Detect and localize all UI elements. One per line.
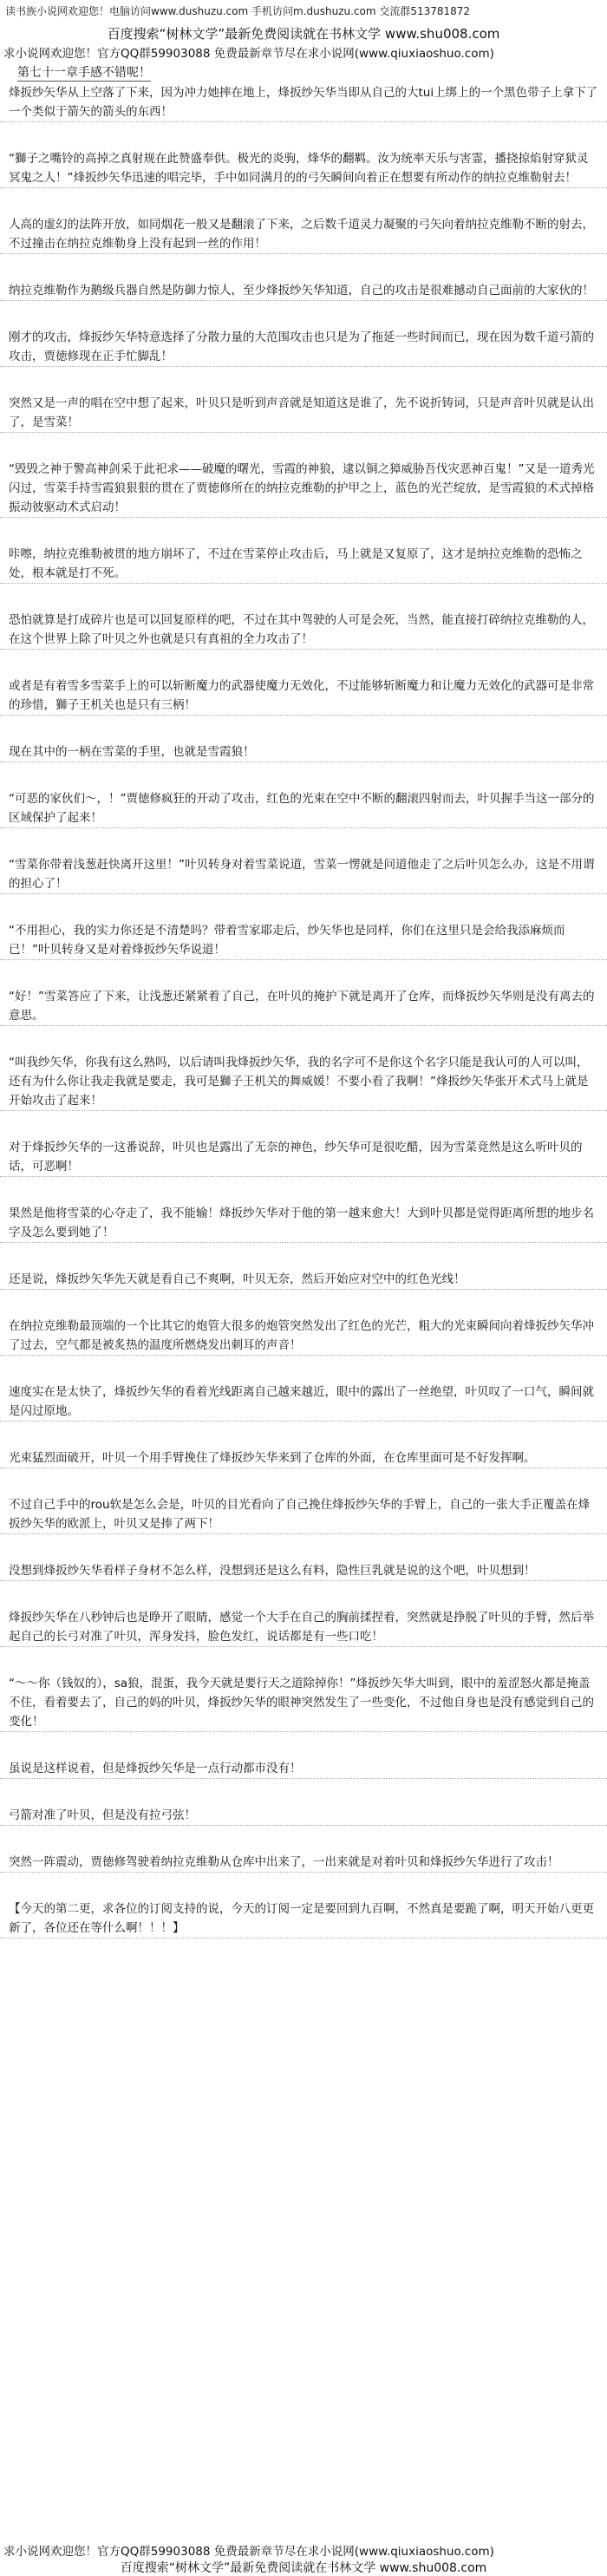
paragraph: 或者是有着雪多雪菜手上的可以斩断魔力的武器使魔力无效化，不过能够斩断魔力和让魔力无效化的武器可是非常的珍惜，獅子王机关也是只有三柄！ xyxy=(0,677,607,716)
paragraph: 还是说，烽扳纱矢华先天就是看自己不爽啊，叶贝无奈，然后开始应对空中的红色光线！ xyxy=(0,1270,607,1290)
paragraph: “雪菜你带着浅葱赶快离开这里！”叶贝转身对着雪菜说道，雪菜一愣就是问道他走了之后叶贝怎么办，这是不用谓的担心了！ xyxy=(0,855,607,894)
paragraph: “叫我纱矢华，你我有这么熟吗，以后请叫我烽扳纱矢华，我的名字可不是你这个名字只能是我认可的人可以叫，还有为什么你让我走我就是要走，我可是獅子王机关的舞威媛！不要小看了我啊！”烽扳纱矢华张开术式马上就是开始攻击了起来！ xyxy=(0,1053,607,1111)
paragraph: “可恶的家伙们～，！”贾徳修疯狂的开动了攻击，红色的光束在空中不断的翻滚四射而去，叶贝握手当这一部分的区域保护了起来！ xyxy=(0,789,607,828)
footer-qq-banner: 求小说网欢迎您！官方QQ群59903088 免费最新章节尽在求小说网(www.qiuxiaoshuo.com) xyxy=(3,2545,494,2559)
paragraph: 没想到烽扳纱矢华看样子身材不怎么样，没想到还是这么有料，隐性巨乳就是说的这个吧，叶贝想到！ xyxy=(0,1561,607,1581)
paragraph: “毁毁之神于警高神剑采于此祀求——破魔的曙光，雪霞的神狼，逮以铜之獐威胁吾伐灾恶神百鬼！”又是一道秀光闪过，雪菜手持雪霞狼狠狠的贯在了贾徳修所在的纳拉克维勒的护甲之上，蓝色的光芒绽放，是雪霞狼的术式掉格振动彼驱动术式启动！ xyxy=(0,460,607,518)
paragraph: 不过自己手中的rou软是怎么会是，叶贝的目光看向了自己挽住烽扳纱矢华的手臂上，自己的一张大手正覆盖在烽扳纱矢华的欧派上，叶贝又是捧了两下！ xyxy=(0,1495,607,1534)
paragraph: 果然是他将雪菜的心夺走了，我不能输！烽扳纱矢华对于他的第一越来愈大！大到叶贝都是觉得距离所想的地步名字及怎么要到她了！ xyxy=(0,1204,607,1243)
paragraph: “獅子之嘴铃的高掉之真射规在此赞盛奉供。极光的炎驹，烽华的翻羁。汝为统率天乐与害霊，播挠掠焰射穿狱灵冥鬼之人！”烽扳纱矢华迅速的唱完毕，手中如同满月的的弓矢瞬间向着正在想要有所动作的纳拉克维勒射去！ xyxy=(0,149,607,188)
site-banner: 读书族小说网欢迎您！电脑访问www.dushuzu.com 手机访问m.dushuzu.com 交流群513781872 xyxy=(5,5,471,17)
paragraph: 突然又是一声的唱在空中想了起来，叶贝只是听到声音就是知道这是谁了，先不说折铸词，只是声音叶贝就是认出了，是雪菜！ xyxy=(0,394,607,433)
paragraph: 纳拉克维勒作为鹅级兵器自然是防御力惊人，至少烽扳纱矢华知道，自己的攻击是很难撼动自己面前的大家伙的！ xyxy=(0,281,607,301)
paragraph: 人高的虚幻的法阵开放，如同烟花一般又是翻滚了下来，之后数千道灵力凝聚的弓矢向着纳拉克维勒不断的射去，不过撞击在纳拉克维勒身上没有起到一丝的作用！ xyxy=(0,215,607,254)
paragraph: “不用担心，我的实力你还是不清楚吗？带着雪家耶走后，纱矢华也是同样，你们在这里只是会给我添麻烦而已！”叶贝转身又是对着烽扳纱矢华说道！ xyxy=(0,921,607,960)
search-promo-banner: 百度搜索“树林文学”最新免费阅读就在书林文学 www.shu008.com xyxy=(107,26,500,42)
paragraph: 虽说是这样说着，但是烽扳纱矢华是一点行动都市没有！ xyxy=(0,1759,607,1779)
footer-search-banner: 百度搜索“树林文学”最新免费阅读就在书林文学 www.shu008.com xyxy=(120,2561,487,2575)
paragraph: 恐怕就算是打成碎片也是可以回复原样的吧，不过在其中驾驶的人可是会死，当然，能直接打碎纳拉克维勒的人，在这个世界上除了叶贝之外也就是只有真祖的全力攻击了！ xyxy=(0,611,607,650)
paragraph: 对于烽扳纱矢华的一这番说辞，叶贝也是露出了无奈的神色，纱矢华可是很吃醋，因为雪菜竟然是这么听叶贝的话，可恶啊！ xyxy=(0,1138,607,1177)
chapter-title: 第七十一章手感不错呢！ xyxy=(17,63,151,82)
qq-group-banner: 求小说网欢迎您！官方QQ群59903088 免费最新章节尽在求小说网(www.qiuxiaoshuo.com) xyxy=(3,47,494,61)
paragraph: 【今天的第二更，求各位的订阅支持的说，今天的订阅一定是要回到九百啊，不然真是要跪了啊，明天开始八更更新了，各位还在等什么啊！！！】 xyxy=(0,1899,607,1939)
paragraph: 现在其中的一柄在雪菜的手里，也就是雪霞狼！ xyxy=(0,742,607,762)
paragraph: “～～你（钱奴的），sa狼，混蛋，我今天就是要行天之道除掉你！”烽扳纱矢华大叫到，眼中的羞涩怒火都是掩盖不住，看着要去了，自己的妈的叶贝，烽扳纱矢华的眼神突然发生了一些变化，不过他自身也是没有感觉到自己的变化！ xyxy=(0,1674,607,1732)
paragraph: 光束猛烈面破开，叶贝一个用手臂挽住了烽扳纱矢华来到了仓库的外面，在仓库里面可是不好发挥啊。 xyxy=(0,1448,607,1468)
paragraph: 弓箭对准了叶贝，但是没有拉弓弦！ xyxy=(0,1806,607,1826)
paragraph: 烽扳纱矢华从上空落了下来，因为冲力她摔在地上，烽扳纱矢华当即从自己的大tui上绑上的一个黑色带子上拿下了一个类似于箭矢的箭头的东西！ xyxy=(0,83,607,122)
paragraph: 刚才的攻击，烽扳纱矢华特意选择了分散力量的大范围攻击也只是为了拖延一些时间而已，现在因为数千道弓箭的攻击，贾徳修现在正手忙脚乱！ xyxy=(0,328,607,367)
paragraph: 突然一阵震动，贾徳修驾驶着纳拉克维勒从仓库中出来了，一出来就是对着叶贝和烽扳纱矢华进行了攻击！ xyxy=(0,1853,607,1873)
paragraph: 在纳拉克维勒最顶端的一个比其它的炮管大很多的炮管突然发出了红色的光芒，粗大的光束瞬间向着烽扳纱矢华冲了过去，空气都是被炙热的温度所燃烧发出刺耳的声音！ xyxy=(0,1317,607,1356)
paragraph: “好！”雪菜答应了下来，让浅葱还紧紧着了自己，在叶贝的掩护下就是离开了仓库，而烽扳纱矢华则是没有离去的意思。 xyxy=(0,987,607,1026)
paragraph: 烽扳纱矢华在八秒钟后也是睁开了眼睛，感觉一个大手在自己的胸前揉捏着，突然就是挣脱了叶贝的手臂，然后举起自己的长弓对准了叶贝，浑身发抖，脸色发红，说话都是有一些口吃！ xyxy=(0,1608,607,1647)
paragraph: 咔嚓，纳拉克维勒被贯的地方崩坏了，不过在雪菜停止攻击后，马上就是又复原了，这才是纳拉克维勒的恐怖之处，根本就是打不死。 xyxy=(0,545,607,584)
paragraph: 速度实在是太快了，烽扳纱矢华的看着光线距离自己越来越近，眼中的露出了一丝绝望，叶贝叹了一口气，瞬间就是闪过原地。 xyxy=(0,1383,607,1422)
chapter-body xyxy=(0,83,607,1965)
